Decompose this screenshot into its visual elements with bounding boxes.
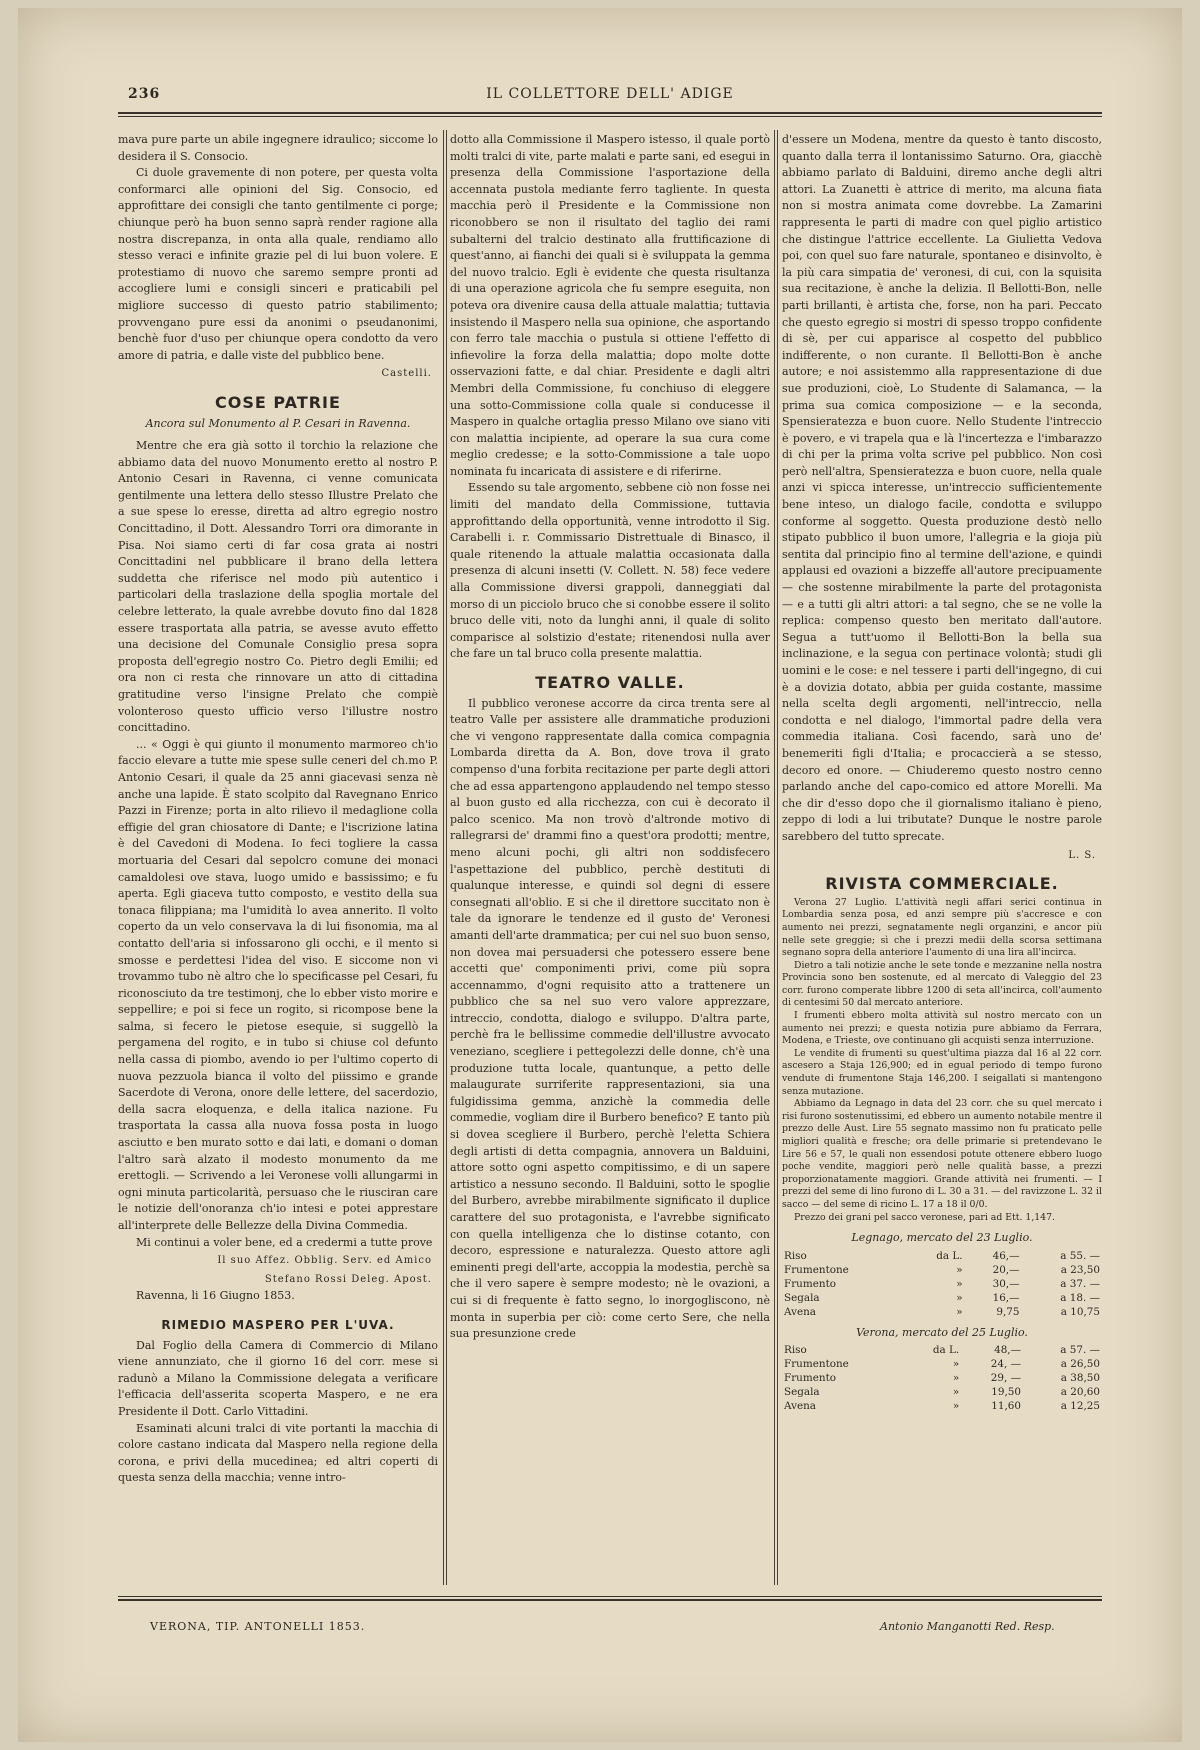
grain-name: Frumentone — [784, 1263, 849, 1276]
price-to: a 57. — — [1060, 1344, 1100, 1357]
from-label: » — [952, 1386, 960, 1399]
from-label: » — [952, 1400, 960, 1413]
price-to: a 55. — — [1060, 1249, 1100, 1262]
section-heading: RIMEDIO MASPERO PER L'UVA. — [161, 1317, 395, 1332]
letter-excerpt: ... « Oggi è qui giunto il monumento marmoreo ch'io faccio elevare a tutte mie spese sulle ceneri del ch.mo P. Antonio Cesari, il quale da 25 anni giacevasi senza nè anche una lapide. È stato scolpito dal Ravegnano Enrico Pazzi in Firenze; porta in alto rilievo il medaglione colla effigie del gran chiosatore di Dante; e l'iscrizione latina è del Cavedoni di Modena. Io feci togliere la cassa mortuaria del Cesari dal sepolcro comune dei monaci camaldolesi ove stava, luogo umido e bassissimo; e fu aperta. Egli giaceva tutto composto, e vestito della sua tonaca filippiana; ma l'umidità lo avea annerito. Il volto coperto da un velo conservava la di lui fisonomia, ma al contatto dell'aria si infossarono gli occhi, e il mento si smosse e perdettesi l'idea del viso. E siccome non vi trovammo tubo nè altro che lo specificasse pel Cesari, fu riconosciuto da tre testimonj, che lo ebber visto morire e seppellire; e poi si fece un rogito, si ricompose bene la salma, si fecero le pietose esequie, si suggellò la pergamena del rogito, e in tubo si chiuse col defunto nella cassa di piombo, avendo io per l'ultimo coperto di nuova pezzuola bianca il volto del piissimo e grande Sacerdote di Verona, onore delle lettere, del sacerdozio, della sacra eloquenza, e della italica nazione. Fu trasportata la cassa alla nuova fossa posta in luogo asciutto e ben murato sotto e dai lati, e domani o doman l'altro sarà alzato il modesto monumento da me erettogli. — Scrivendo a lei Veronese volli allungarmi in ogni minuta particolarità, persuaso che le riusciran care le notizie dell'onoranza ch'io intesi e potei apprestare all'interprete delle Bellezze della Divina Commedia. — [118, 737, 438, 1232]
paragraph: Mentre che era già sotto il torchio la relazione che abbiamo data del nuovo Monumento eretto al nostro P. Antonio Cesari in Ravenna, ci venne comunicata gentilmente una lettera dello stesso Illustre Prelato che a sue spese lo eresse, diretta ad altro egregio nostro Concittadino, il Dott. Alessandro Torri ora dimorante in Pisa. Noi siamo certi di far cosa grata ai nostri Concittadini nel pubblicare il brano della lettera suddetta che riferisce nel modo più autentico i particolari della traslazione della spoglia mortale del celebre letterato, la quale avrebbe dovuto fino dal 1828 essere trasportata alla patria, se avesse avuto effetto una decisione del Comunale Consiglio presa sopra proposta dell'egregio nostro Co. Pietro degli Emilii; ed ora non ci resta che rinnovare un atto di cittadina gratitudine verso l'insigne Prelato che compiè volonteroso questo ufficio verso l'illustre nostro concittadino. — [118, 439, 438, 735]
price-from: 46,— — [992, 1249, 1020, 1262]
from-label: » — [952, 1358, 960, 1371]
market-title: Legnago, mercato del 23 Luglio. — [851, 1231, 1033, 1245]
footer-rule-thick — [118, 1599, 1102, 1601]
from-label: » — [956, 1277, 963, 1290]
printer-imprint: VERONA, TIP. ANTONELLI 1853. — [150, 1620, 366, 1633]
price-table — [782, 1343, 1102, 1413]
grain-name: Avena — [784, 1400, 816, 1413]
table-row — [782, 1385, 1102, 1399]
price-to: a 20,60 — [1060, 1386, 1100, 1399]
signature-name: Stefano Rossi Deleg. Apost. — [264, 1273, 432, 1285]
paragraph: Esaminati alcuni tralci di vite portanti la macchia di colore castano indicata dal Maspero nella regione della corona, e privi della mucedinea; ed altri coperti di questa senza della macchia; venne intro- — [118, 1421, 438, 1485]
section-heading: COSE PATRIE — [215, 392, 341, 412]
table-row — [782, 1305, 1102, 1319]
price-from: 48,— — [994, 1344, 1021, 1357]
column-divider — [443, 130, 444, 1585]
paragraph: Le vendite di frumenti su quest'ultima piazza dal 16 al 22 corr. ascesero a Staja 126,900; ed in egual periodo di tempo furono vendute di frumentone Staja 146,200. I seigallati si mantengono senza mutazione. — [782, 1047, 1102, 1097]
grain-name: Segala — [784, 1291, 820, 1304]
section-subheading: Ancora sul Monumento al P. Cesari in Ravenna. — [145, 416, 411, 430]
paragraph: d'essere un Modena, mentre da questo è tanto discosto, quanto dalla terra il lontanissimo Saturno. Ora, giacchè abbiamo parlato di Balduini, diremo anche degli altri attori. La Zuanetti è attrice di merito, ma alcuna fiata non si mostra animata come dovrebbe. La Zamarini rappresenta le parti di madre con quel piglio artistico che distingue l'attrice eccellente. La Giulietta Vedova poi, con quel suo fare naturale, spontaneo e disinvolto, è la più cara simpatia de' veronesi, di cui, con la squisita sua recitazione, è anche la delizia. Il Bellotti-Bon, nelle parti brillanti, è artista che, forse, non ha pari. Peccato che questo egregio si mostri di spesso troppo confidente di sè, per cui apparisce al cospetto del pubblico indifferente, o non curante. Il Bellotti-Bon è anche autore; e noi assistemmo alla rappresentazione di due sue produzioni, cioè, Lo Studente di Salamanca, — la prima sua comica composizione — e la seconda, Spensieratezza e buon cuore. Nello Studente l'intreccio è povero, e vi trapela qua e là l'incertezza e l'imbarazzo di chi per la prima volta scrive pel pubblico. Non così però nell'altra, Spensieratezza e buon cuore, nella quale anzi vi spicca interesse, un'intreccio sufficientemente bene inteso, un dialogo facile, condotta e sviluppo conforme al soggetto. Questa produzione destò nello stipato pubblico il buon umore, l'allegria e la gioja più sentita dal principio fino al termine dell'azione, e quindi applausi ed ovazioni a bizzeffe all'autore precipuamente — che sostenne mirabilmente la parte del protagonista — e a tutti gli altri attori: a tal segno, che se ne volle la replica: compenso questo ben meritato dall'autore. Segua a tutt'uomo il Bellotti-Bon la bella sua inclinazione, e la segua con pertinace volontà; studi gli uomini e le cose: e nel tessere i parti dell'ingegno, di cui è a dovizia dotato, abbia per guida costante, massime nella scelta degli argomenti, nell'intreccio, nella condotta e nel dialogo, l'immortal padre della vera commedia italiana. Così facendo, sarà uno de' benemeriti figli d'Italia; e procaccierà a se stesso, decoro ed onore. — Chiuderemo questo nostro cenno parlando anche del capo-comico ed attore Morelli. Ma che dir d'esso dopo che il giornalismo italiano è pieno, zeppo di lodi a lui tributate? Dunque le nostre parole sarebbero del tutto sprecate. — [782, 133, 1102, 843]
paragraph: Verona 27 Luglio. L'attività negli affari serici continua in Lombardia senza posa, ed anzi sempre più s'accresce e con aumento nei prezzi, segnatamente negli organzini, e ancor più nelle sete greggie; sì che i prezzi medii della scorsa settimana segnano sopra della anteriore l'aumento di una lira all'incirca. — [782, 896, 1102, 959]
price-from: 24, — — [990, 1358, 1021, 1371]
paragraph: Dal Foglio della Camera di Commercio di Milano viene annunziato, che il giorno 16 del corr. mese si radunò a Milano la Commissione delegata a verificare l'efficacia dell'asserita scoperta Maspero, e ne era Presidente il Dott. Carlo Vittadini. — [118, 1338, 438, 1418]
newspaper-title: IL COLLETTORE DELL' ADIGE — [486, 86, 734, 102]
column-divider — [446, 130, 447, 1585]
signature-line: Il suo Affez. Obblig. Serv. ed Amico — [217, 1255, 432, 1267]
from-label: » — [956, 1305, 963, 1318]
price-from: 20,— — [992, 1263, 1020, 1276]
price-from: 9,75 — [996, 1305, 1020, 1318]
column-divider — [777, 130, 778, 1585]
footer-rule — [118, 1596, 1102, 1597]
paragraph: Ci duole gravemente di non potere, per questa volta conformarci alle opinioni del Sig. Consocio, ed approfittare dei consigli che tanto gentilmente ci porge; chiunque però ha buon senno saprà render ragione alla nostra discrepanza, in onta alla quale, rendiamo allo stesso veraci e infinite grazie pel di lui buon volere. E protestiamo di nuovo che saremo sempre pronti ad accogliere lumi e consigli sinceri e praticabili pel migliore successo di questo patrio stabilimento; provvengano pure essi da anonimi o pseudanonimi, benchè fuor d'uso per chiunque opera condotto da vero amore di patria, e dalle viste del pubblico bene. — [118, 166, 438, 362]
from-label: » — [952, 1372, 960, 1385]
masthead — [118, 86, 1102, 108]
price-from: 11,60 — [991, 1400, 1021, 1413]
paragraph: dotto alla Commissione il Maspero istesso, il quale portò molti tralci di vite, parte malati e parte sani, ed esegui in presenza della Commissione l'asportazione della accennata pustola mediante ferro tagliente. In questa macchia però il Presidente e la Commissione non riconobbero se non il risultato del taglio dei rami subalterni del tralcio destinato alla fruttificazione di quest'anno, ai fianchi dei quali si è sviluppata la gemma del nuovo tralcio. Egli è evidente che questa risultanza di una operazione agricola che fu sempre eseguita, non poteva ora divenire causa della attuale malattia; tuttavia insistendo il Maspero nella sua opinione, che asportando con ferro tale macchia o pustula si ottiene l'effetto di infievolire la forza della malattia; dopo molte dotte osservazioni fatte, e dal chiar. Presidente e dagli altri Membri della Commissione, fu conchiuso di eleggere una sotto-Commissione colla quale si conducesse il Maspero in qualche ortaglia presso Milano ove siano viti con malattia incipiente, ad operare la sua cura come meglio credesse; e la sotto-Commissione a tale uopo nominata fu incaricata di assistere e di riferirne. — [450, 133, 770, 478]
price-to: a 23,50 — [1060, 1263, 1100, 1276]
price-table — [782, 1249, 1102, 1319]
dateline: Ravenna, li 16 Giugno 1853. — [136, 1289, 295, 1303]
table-row — [782, 1249, 1102, 1263]
grain-name: Frumentone — [784, 1358, 849, 1371]
from-label: da L. — [932, 1344, 960, 1357]
from-label: » — [956, 1263, 963, 1276]
price-to: a 18. — — [1060, 1291, 1100, 1304]
column-2 — [450, 132, 770, 1590]
table-row — [782, 1343, 1102, 1357]
paragraph: Prezzo dei grani pel sacco veronese, pari ad Ett. 1,147. — [794, 1211, 1055, 1223]
grain-name: Riso — [784, 1344, 807, 1357]
paragraph: Abbiamo da Legnago in data del 23 corr. che su quel mercato i risi furono sostenutissimi, ed ebbero un aumento notabile mentre il prezzo delle Aust. Lire 55 segnato massimo non fu praticato pelle migliori qualità e fresche; ora delle primarie si pretendevano le Lire 56 e 57, le quali non essendosi potute ottenere ebbero luogo poche vendite, maggiori però nelle qualità basse, a prezzi proporzionatamente maggiori. Grande attività nei frumenti. — I prezzi del seme di lino furono di L. 30 a 31. — del ravizzone L. 32 il sacco — del seme di ricino L. 17 a 18 il 0/0. — [782, 1098, 1102, 1210]
price-to: a 38,50 — [1060, 1372, 1100, 1385]
paragraph: Essendo su tale argomento, sebbene ciò non fosse nei limiti del mandato della Commissione, tuttavia approfittando della opportunità, venne introdotto il Sig. Carabelli i. r. Commissario Distrettuale di Binasco, il quale ritenendo la attuale malattia occasionata dalla presenza di alcuni insetti (V. Collett. N. 58) fece vedere alla Commissione diversi grappoli, danneggiati dal morso di un picciolo bruco che si conobbe essere il solito bruco delle viti, noto da lunghi anni, il quale di solito comparisce al solstizio d'estate; ritenendosi nulla aver che fare un tal bruco colla presente malattia. — [450, 481, 770, 661]
price-from: 30,— — [992, 1277, 1020, 1290]
header-rule — [118, 112, 1102, 114]
price-to: a 10,75 — [1060, 1305, 1100, 1318]
column-3 — [782, 132, 1102, 1594]
grain-name: Avena — [784, 1305, 816, 1318]
grain-name: Frumento — [784, 1372, 836, 1385]
table-row — [782, 1371, 1102, 1385]
signature: L. S. — [1068, 849, 1096, 861]
column-divider — [774, 130, 775, 1585]
table-row — [782, 1399, 1102, 1413]
editor-credit: Antonio Manganotti Red. Resp. — [880, 1620, 1055, 1633]
section-heading: RIVISTA COMMERCIALE. — [825, 874, 1059, 894]
grain-name: Frumento — [784, 1277, 836, 1290]
column-1 — [118, 132, 438, 1594]
commercial-report — [782, 897, 1102, 1224]
section-heading: TEATRO VALLE. — [535, 673, 685, 692]
paragraph: Il pubblico veronese accorre da circa trenta sere al teatro Valle per assistere alle drammatiche produzioni che vi vengono rappresentate dalla comica compagnia Lombarda diretta da A. Bon, dove trova il grato compenso d'una forbita recitazione per parte degli attori che ad essa appartengono applaudendo nel tempo stesso al buon gusto ed alla ricchezza, con cui è decorato il palco scenico. Ma non trovò d'altronde motivo di rallegrarsi de' drammi fino a quest'ora prodotti; mentre, meno alcuni pochi, gli altri non soddisfecero l'aspettazione del pubblico, perchè destituti di qualunque interesse, e quindi sol degni di essere consegnati all'oblio. E si che il direttore succitato non è tale da ignorare le tendenze ed il gusto de' Veronesi amanti dell'arte drammatica; per cui nel suo buon senso, non dovea mai persuadersi che potessero essere bene accetti que' componimenti privi, come più sopra accennammo, d'ogni requisito atto a trattenere un pubblico che sa nel suo vero valore apprezzare, intreccio, condotta, dialogo e sviluppo. D'altra parte, perchè fra le bellissime commedie dell'illustre avvocato veneziano, scegliere i pettegolezzi delle donne, ch'è una produzione tutta locale, quantunque, a petto delle malaugurate surriferite rappresentazioni, sia una fulgidissima gemma, anzichè la commedia delle commedie, vogliam dire il Burbero benefico? E tanto più si dovea scegliere il Burbero, perchè l'eletta Schiera degli artisti di detta compagnia, annovera un Balduini, attore sotto ogni aspetto compitissimo, e di un sapere artistico a nessuno secondo. Il Balduini, sotto le spoglie del Burbero, avrebbe mirabilmente significato il duplice carattere del suo protagonista, e l'avrebbe significato con quella intelligenza che lo distinse cotanto, con decoro, espressione e naturalezza. Questo attore agli eminenti pregi dell'arte, accoppia la modestia, perchè sa che il vero sapere è sempre modesto; nè le ovazioni, a cui si di frequente è fatto segno, lo inorgogliscono, nè monta in superbia per ciò: come certo Sere, che nella sua presunzione crede — [450, 696, 770, 1341]
from-label: » — [956, 1291, 963, 1304]
paragraph: Dietro a tali notizie anche le sete tonde e mezzanine nella nostra Provincia sono ben sostenute, ed al mercato di Valeggio del 23 corr. furono comperate libbre 1200 di seta all'incirca, coll'aumento di centesimi 50 dal mercato anteriore. — [782, 959, 1102, 1009]
price-from: 19,50 — [991, 1386, 1021, 1399]
price-to: a 12,25 — [1060, 1400, 1100, 1413]
table-row — [782, 1277, 1102, 1291]
grain-name: Segala — [784, 1386, 820, 1399]
market-title: Verona, mercato del 25 Luglio. — [856, 1325, 1028, 1339]
price-from: 16,— — [992, 1291, 1020, 1304]
paragraph: mava pure parte un abile ingegnere idraulico; siccome lo desidera il S. Consocio. — [118, 133, 438, 163]
signature: Castelli. — [381, 368, 432, 380]
page-number: 236 — [128, 86, 161, 102]
from-label: da L. — [936, 1249, 963, 1262]
paragraph: Mi continui a voler bene, ed a credermi a tutte prove — [136, 1235, 433, 1249]
table-row — [782, 1263, 1102, 1277]
paragraph: I frumenti ebbero molta attività sul nostro mercato con un aumento nei prezzi; e questa notizia pure abbiamo da Ferrara, Modena, e Trieste, ove continuano gli acquisti senza interruzione. — [782, 1010, 1102, 1047]
table-row — [782, 1291, 1102, 1305]
grain-name: Riso — [784, 1249, 807, 1262]
price-to: a 37. — — [1060, 1277, 1100, 1290]
price-to: a 26,50 — [1060, 1358, 1100, 1371]
header-rule-thin — [118, 116, 1102, 117]
price-from: 29, — — [990, 1372, 1021, 1385]
table-row — [782, 1357, 1102, 1371]
